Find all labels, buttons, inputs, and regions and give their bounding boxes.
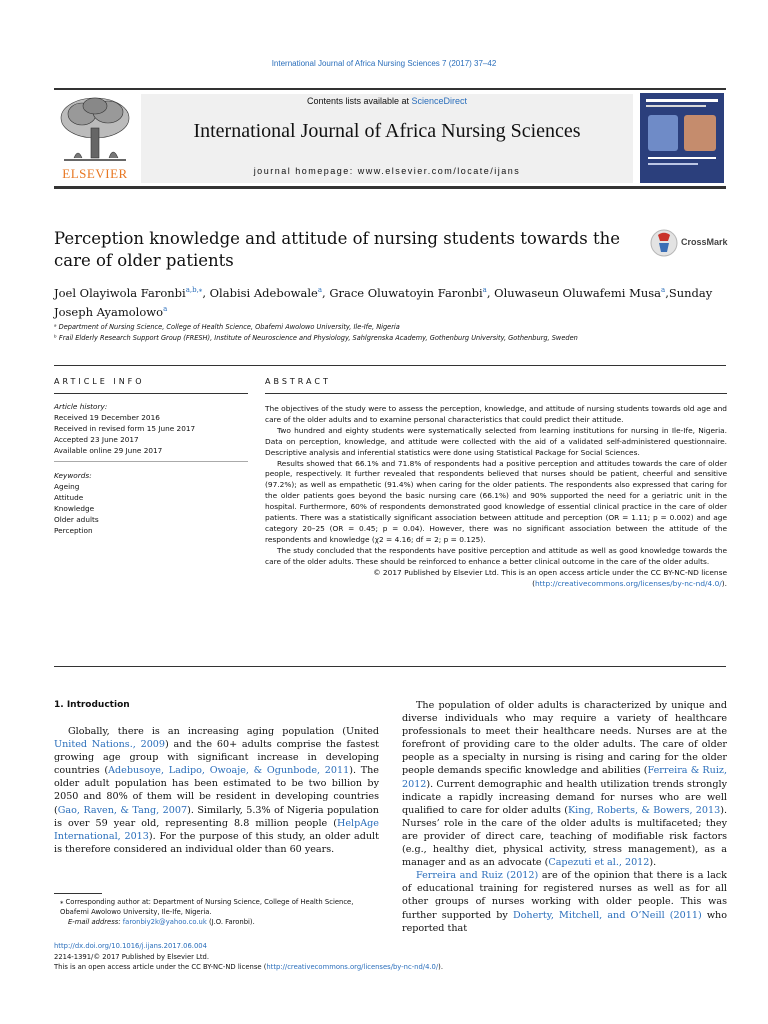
license-text: This is an open access article under the CC BY-NC-ND license ( [54, 963, 267, 971]
intro-left-column [54, 725, 379, 856]
keyword: Knowledge [54, 503, 95, 513]
author-separator: , [202, 285, 210, 300]
sciencedirect-link[interactable]: ScienceDirect [411, 96, 468, 106]
author-name: Joel Olayiwola Faronbi [54, 285, 186, 300]
body-text: ). Nurses’ role in the care of the older adults is multifaceted; they are provider of direct care, teaching of modifiable risk factors (e.g., healthy diet, physical activity, stress management), as a manager and as an advocate ( [402, 804, 727, 869]
journal-title: International Journal of Africa Nursing Sciences [193, 120, 581, 142]
banner-bottom-rule [54, 186, 726, 189]
issn-line: 2214-1391/© 2017 Published by Elsevier Ltd. [54, 952, 210, 961]
crossmark-badge[interactable] [650, 229, 730, 259]
abstract-bottom-rule [54, 666, 726, 667]
author-separator: , [665, 285, 669, 300]
affiliation-b: ᵇ Frail Elderly Research Support Group (FRESH), Institute of Neuroscience and Physiology, Sahlgrenska Academy, Gothenburg University, Gothenburg, Sweden [54, 333, 578, 342]
body-text: ). Current demographic and health utilization trends strongly indicate a rapidly increasing demand for nurses who are well qualified to care for older adults ( [402, 778, 727, 816]
author-separator: , [486, 285, 495, 300]
abstract-heading: ABSTRACT [265, 377, 331, 386]
elsevier-wordmark: ELSEVIER [62, 166, 128, 181]
citation-link[interactable]: Adebusoye, Ladipo, Owoaje, & Ogunbode, 2011 [108, 765, 350, 777]
body-text: Globally, there is an increasing aging population (United [68, 726, 379, 737]
history-received: Received 19 December 2016 [54, 412, 160, 422]
homepage-prefix: journal homepage: [253, 166, 358, 176]
running-head[interactable]: International Journal of Africa Nursing Sciences 7 (2017) 37–42 [271, 59, 497, 68]
crossmark-label: CrossMark [681, 237, 728, 247]
intro-paragraph [402, 869, 727, 934]
email-label: E-mail address: [68, 918, 123, 926]
citation-link[interactable]: HelpAge International, 2013 [54, 817, 379, 842]
contents-line [141, 96, 633, 106]
license-link[interactable]: http://creativecommons.org/licenses/by-nc-nd/4.0/ [534, 578, 722, 588]
section-heading-introduction: 1. Introduction [54, 700, 130, 710]
citation-link[interactable]: King, Roberts, & Bowers, 2013 [567, 804, 721, 816]
contents-prefix: Contents lists available at [306, 96, 412, 106]
email-suffix: (J.O. Faronbi). [206, 918, 255, 926]
article-info-heading: ARTICLE INFO [54, 377, 145, 386]
keyword: Perception [54, 525, 93, 535]
citation-link[interactable]: Ferreira & Ruiz, 2012 [402, 765, 727, 790]
intro-paragraph [54, 725, 379, 856]
history-revised: Received in revised form 15 June 2017 [54, 423, 196, 433]
doi-link[interactable]: http://dx.doi.org/10.1016/j.ijans.2017.06.004 [54, 942, 207, 950]
license-end: ). [438, 963, 443, 971]
license-line [54, 962, 730, 973]
history-label: Article history: [54, 402, 108, 411]
intro-right-column [402, 699, 727, 935]
section-top-rule [54, 365, 726, 366]
abstract-paragraph: Two hundred and eighty students were systematically selected from learning institutions for nursing in Ile-Ife, Nigeria. Data on perception, knowledge, and attitude were collected with the aid of a validated self-administered questionnaire. Descriptive analysis and inferential statistics were done using Statistical Package for Social Sciences. [265, 425, 727, 457]
abstract-rule [265, 393, 727, 394]
corresponding-author-footnote [54, 897, 379, 927]
journal-homepage [141, 166, 633, 176]
history-online: Available online 29 June 2017 [54, 445, 163, 455]
citation-link[interactable]: Doherty, Mitchell, and O’Neill (2011) [512, 909, 702, 921]
body-text: ) and the 60+ adults comprise the fastest growing age group with significant increase in developing countries ( [54, 739, 379, 777]
affiliations [54, 322, 730, 343]
footer-license-link[interactable]: http://creativecommons.org/licenses/by-nc-nd/4.0/ [266, 963, 439, 971]
author-name: Olabisi Adebowale [209, 285, 318, 300]
affiliation-a: ᵃ Department of Nursing Science, College of Health Science, Obafemi Awolowo University, Ile-Ife, Nigeria [54, 323, 400, 331]
keyword: Ageing [54, 481, 80, 491]
abstract-paragraph: The objectives of the study were to assess the perception, knowledge, and attitude of nursing students towards old age and care of the older adults and to examine personal characteristics that could predict their attitude. [265, 404, 727, 424]
keyword: Older adults [54, 514, 99, 524]
copyright-text: © 2017 Published by Elsevier Ltd. This is an open access article under the CC BY-NC-ND license ( [373, 567, 727, 588]
body-text: are of the opinion that there is a lack of educational training for registered nurses as well as for all other groups of nurses working with older people. This was further supported by [402, 870, 727, 921]
citation-link[interactable]: Gao, Raven, & Tang, 2007 [57, 804, 188, 816]
body-text: ). Similarly, 5.3% of Nigeria population is over 59 year old, representing 8.8 million people ( [54, 804, 379, 829]
author-name: Sunday Joseph Ayamolowo [54, 285, 713, 320]
keywords-divider [54, 461, 248, 462]
citation-link[interactable]: Ferreira and Ruiz (2012) [416, 870, 539, 882]
author-name: Grace Oluwatoyin Faronbi [329, 285, 483, 300]
abstract-body [265, 404, 727, 589]
keywords-label: Keywords: [54, 471, 92, 480]
email-link[interactable]: faronbiy2k@yahoo.co.uk [122, 918, 207, 926]
body-text: ). [649, 857, 657, 869]
citation-link[interactable]: Capezuti et al., 2012 [548, 857, 650, 869]
body-text: The population of older adults is characterized by unique and diverse individuals who may require a variety of healthcare professionals to meet their healthcare needs. Nurses are at the forefront of providing care to the older adults. The care of older people as a specialty in nursing is rising and caring for the older people demands specific knowledge and abilities ( [402, 700, 727, 777]
corresponding-note: ⁎ Corresponding author at: Department of Nursing Science, College of Health Science, Obafemi Awolowo University, Ile-Ife, Nigeria. [60, 898, 354, 916]
author-separator: , [322, 285, 330, 300]
citation-link[interactable]: United Nations., 2009 [54, 739, 166, 751]
author-affiliation-marker[interactable]: a [661, 286, 666, 294]
page-footer [54, 941, 730, 973]
article-title: Perception knowledge and attitude of nursing students towards the care of older patients [54, 229, 620, 270]
body-text: who reported that [402, 909, 728, 934]
intro-paragraph [402, 699, 727, 869]
article-history [54, 402, 248, 457]
abstract-copyright [265, 568, 727, 590]
keywords-block [54, 471, 248, 536]
copyright-end: ). [721, 578, 727, 588]
body-text: ). For the purpose of this study, an older adult is therefore considered an individual older than 60 years. [54, 830, 379, 855]
homepage-link[interactable]: www.elsevier.com/locate/ijans [357, 166, 521, 176]
journal-cover-image [640, 93, 724, 183]
keyword: Attitude [54, 492, 84, 502]
history-accepted: Accepted 23 June 2017 [54, 434, 139, 444]
author-name: Oluwaseun Oluwafemi Musa [494, 285, 662, 300]
article-info-rule [54, 393, 248, 394]
author-affiliation-marker[interactable]: a [482, 286, 487, 294]
author-list [54, 282, 730, 321]
author-affiliation-marker[interactable]: a [317, 286, 322, 294]
banner-top-rule [54, 88, 726, 90]
abstract-paragraph: The study concluded that the respondents have positive perception and attitude as well as good knowledge towards the care of the older adults. These should be reinforced to enhance a better clinical outcome in the care of the older adults. [265, 545, 727, 566]
abstract-paragraph: Results showed that 66.1% and 71.8% of respondents had a positive perception and attitudes towards the care of older people, respectively. It further revealed that respondents believed that nurses should be patient, cheerful and sensitive (97.2%); as well as empathetic (91.4%) when caring for the older patients. The respondents also expressed that caring for the older patients goes beyond the basic nursing care (66.1%) and 90% supported the need for a geriatric unit in the hospital. Furthermore, 60% of respondents demonstrated good knowledge of essential clinical practice in the care of older patients. There was a statistically significant association between attitude and perception (OR = 1.11; p = 0.002) and age category 20–25 (OR = 0.45; p = 0.04). However, there was no significant association between the attitude of the respondents and knowledge (χ2 = 4.16; df = 2; p = 0.125). [265, 458, 727, 544]
author-affiliation-marker[interactable]: a,b,⁎ [185, 286, 203, 294]
crossmark-icon [650, 229, 678, 257]
body-text: ). The older adult population has been estimated to be two billion by 2050 and 80% of them will be resident in developing countries ( [54, 765, 379, 816]
footnote-rule [54, 893, 102, 894]
author-affiliation-marker[interactable]: a [163, 305, 168, 314]
